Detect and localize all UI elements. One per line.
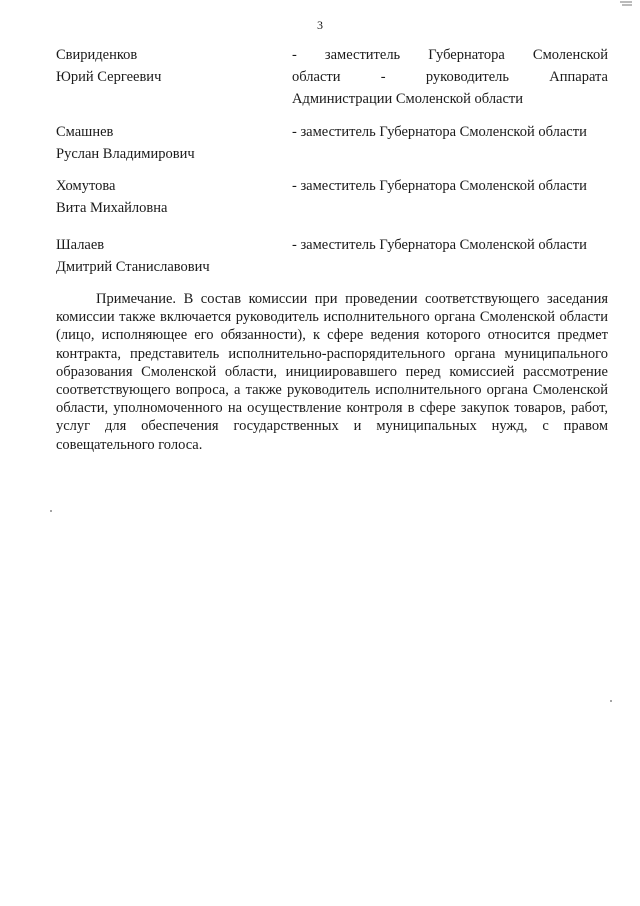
scan-corner-mark bbox=[618, 0, 634, 10]
role-word: заместитель bbox=[324, 47, 401, 63]
role-word: Смоленской bbox=[532, 47, 608, 63]
scan-speck bbox=[610, 700, 612, 702]
member-role: - заместитель Губернатора Смоленской области bbox=[292, 237, 587, 253]
role-line bbox=[292, 66, 608, 88]
member-name bbox=[56, 234, 284, 278]
member-given-name: Руслан Владимирович bbox=[56, 146, 195, 162]
member-surname: Хомутова bbox=[56, 178, 116, 194]
member-given-name: Дмитрий Станиславович bbox=[56, 259, 210, 275]
member-surname: Свириденков bbox=[56, 47, 138, 63]
role-word: - bbox=[292, 47, 297, 63]
member-surname: Шалаев bbox=[56, 237, 105, 253]
role-word: Губернатора bbox=[428, 47, 505, 63]
member-name bbox=[56, 175, 284, 219]
note-paragraph: Примечание. В состав комиссии при проведении соответствующего заседания комиссии также включается руководитель исполнительного органа Смоленской области (лицо, исполняющее его обязанности), к сфере ведения которого относится предмет контракта, представитель исполнительно-распорядительного органа муниципального образования Смоленской области, инициировавшего перед комиссией рассмотрение соответствующего вопроса, а также руководитель исполнительного органа Смоленской области, уполномоченного на осуществление контроля в сфере закупок товаров, работ, услуг для обеспечения государственных и муниципальных нужд, с правом совещательного голоса. bbox=[56, 291, 608, 453]
role-line bbox=[292, 44, 608, 66]
member-name bbox=[56, 44, 284, 88]
role-word: руководитель bbox=[425, 69, 510, 85]
role-word: - bbox=[380, 69, 386, 85]
role-word: Аппарата bbox=[549, 69, 608, 85]
role-word: области bbox=[292, 69, 341, 85]
member-name bbox=[56, 121, 284, 165]
member-given-name: Юрий Сергеевич bbox=[56, 69, 162, 85]
member-role bbox=[292, 44, 608, 110]
member-surname: Смашнев bbox=[56, 124, 114, 140]
role-line: Администрации Смоленской области bbox=[292, 91, 524, 107]
scan-speck bbox=[50, 510, 52, 512]
member-given-name: Вита Михайловна bbox=[56, 200, 168, 216]
member-role: - заместитель Губернатора Смоленской области bbox=[292, 178, 587, 194]
page-number: 3 bbox=[317, 18, 323, 32]
member-role: - заместитель Губернатора Смоленской области bbox=[292, 124, 587, 140]
